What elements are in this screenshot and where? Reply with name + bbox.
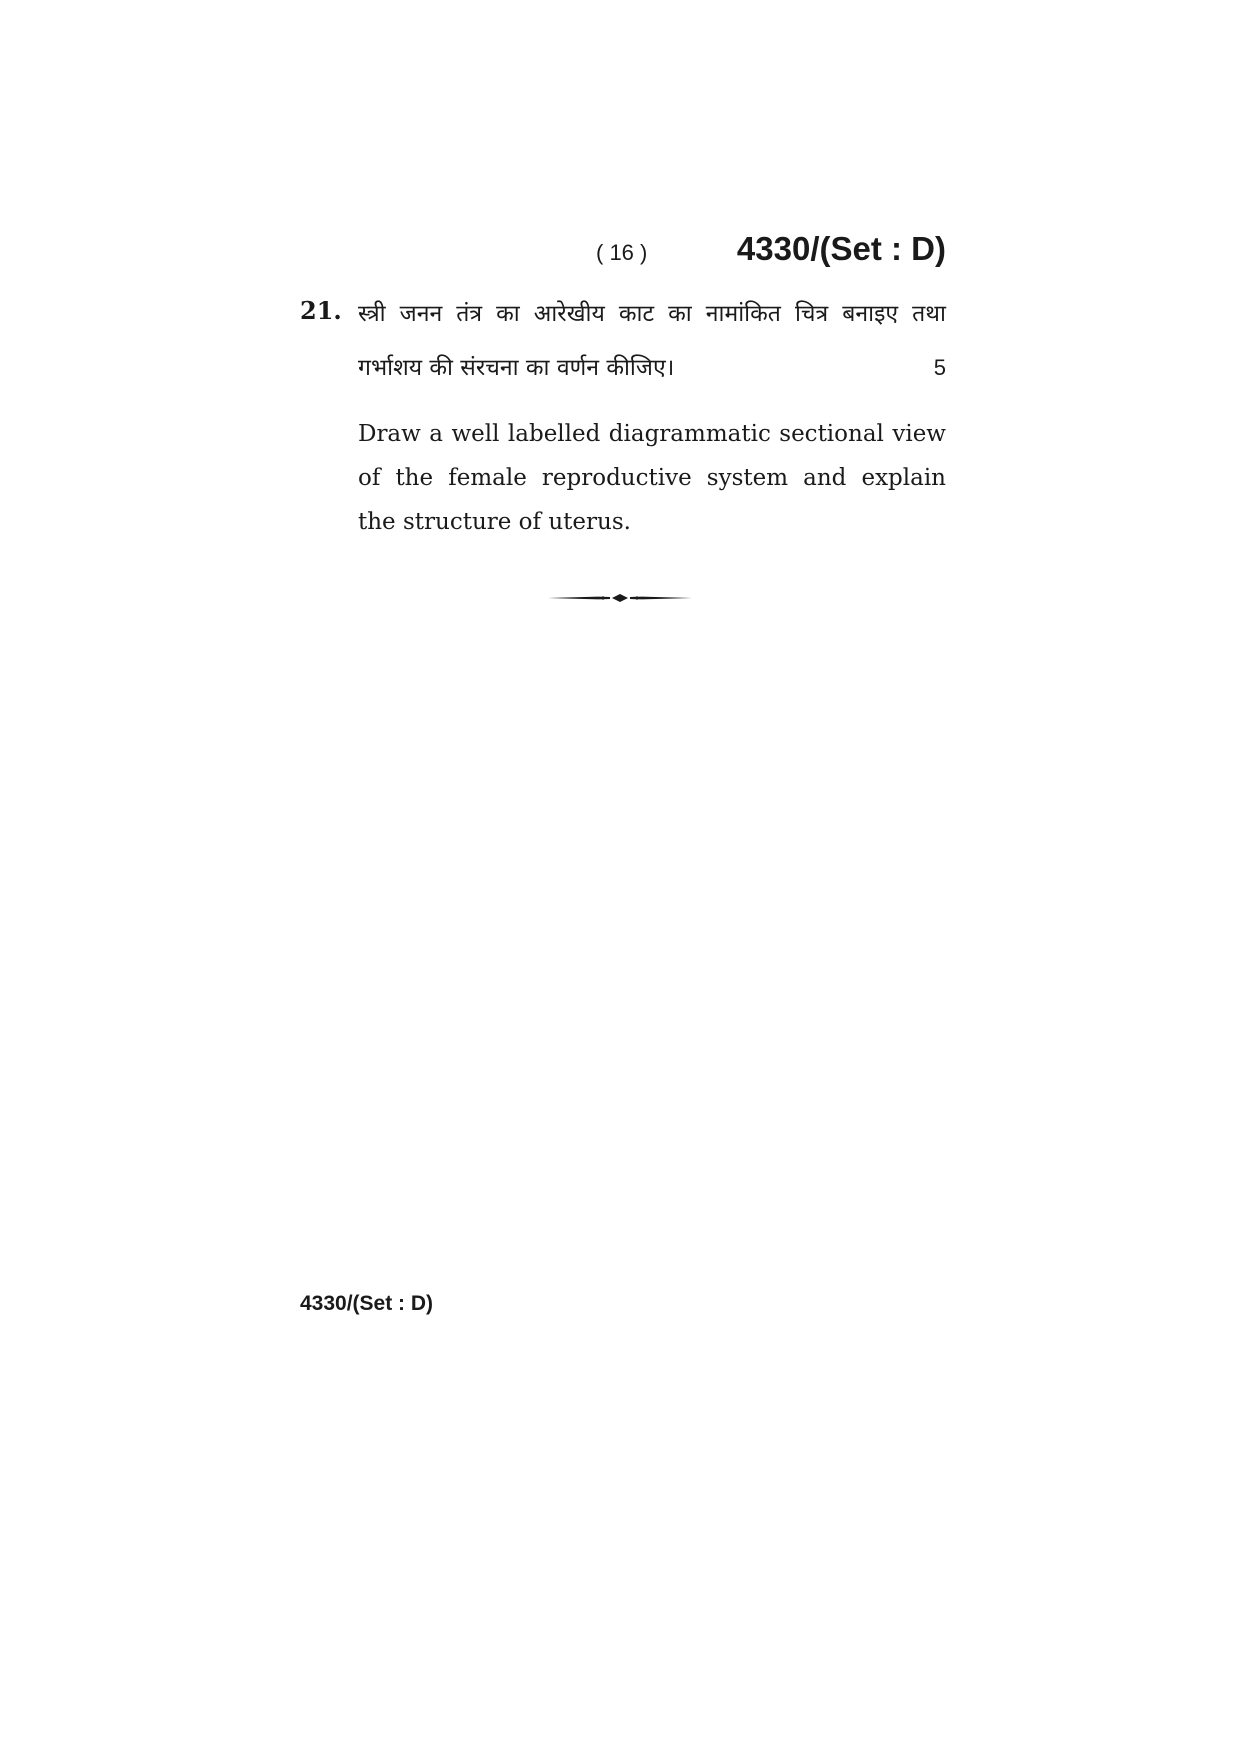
hindi-word: स्त्री [358, 301, 386, 327]
hindi-word: तथा [912, 301, 946, 327]
hindi-word: काट [618, 301, 655, 327]
hindi-word: जनन [399, 301, 443, 327]
hindi-word: तंत्र [456, 301, 483, 327]
hindi-word: का [668, 301, 692, 327]
question-text-hindi-line-2 [358, 350, 946, 382]
hindi-line-text: गर्भाशय की संरचना का वर्णन कीजिए। [358, 355, 675, 381]
english-line: of the female reproductive system and explain [358, 465, 946, 491]
question-marks: 5 [933, 355, 946, 380]
paper-code-header: 4330/(Set : D) [736, 230, 946, 267]
hindi-word: आरेखीय [533, 301, 605, 327]
end-of-paper-ornament-icon [548, 591, 692, 605]
hindi-word: चित्र [794, 301, 829, 327]
hindi-word: बनाइए [842, 301, 899, 327]
question-text-english [358, 412, 946, 544]
question-number: 21. [300, 296, 342, 325]
question-text-hindi-line-1 [358, 296, 946, 328]
english-line: Draw a well labelled diagrammatic sectional view [358, 421, 946, 447]
paper-code-footer: 4330/(Set : D) [300, 1292, 434, 1315]
english-line: the structure of uterus. [358, 509, 631, 535]
hindi-word: नामांकित [705, 301, 781, 327]
hindi-word: का [496, 301, 520, 327]
page-number: ( 16 ) [596, 240, 648, 265]
